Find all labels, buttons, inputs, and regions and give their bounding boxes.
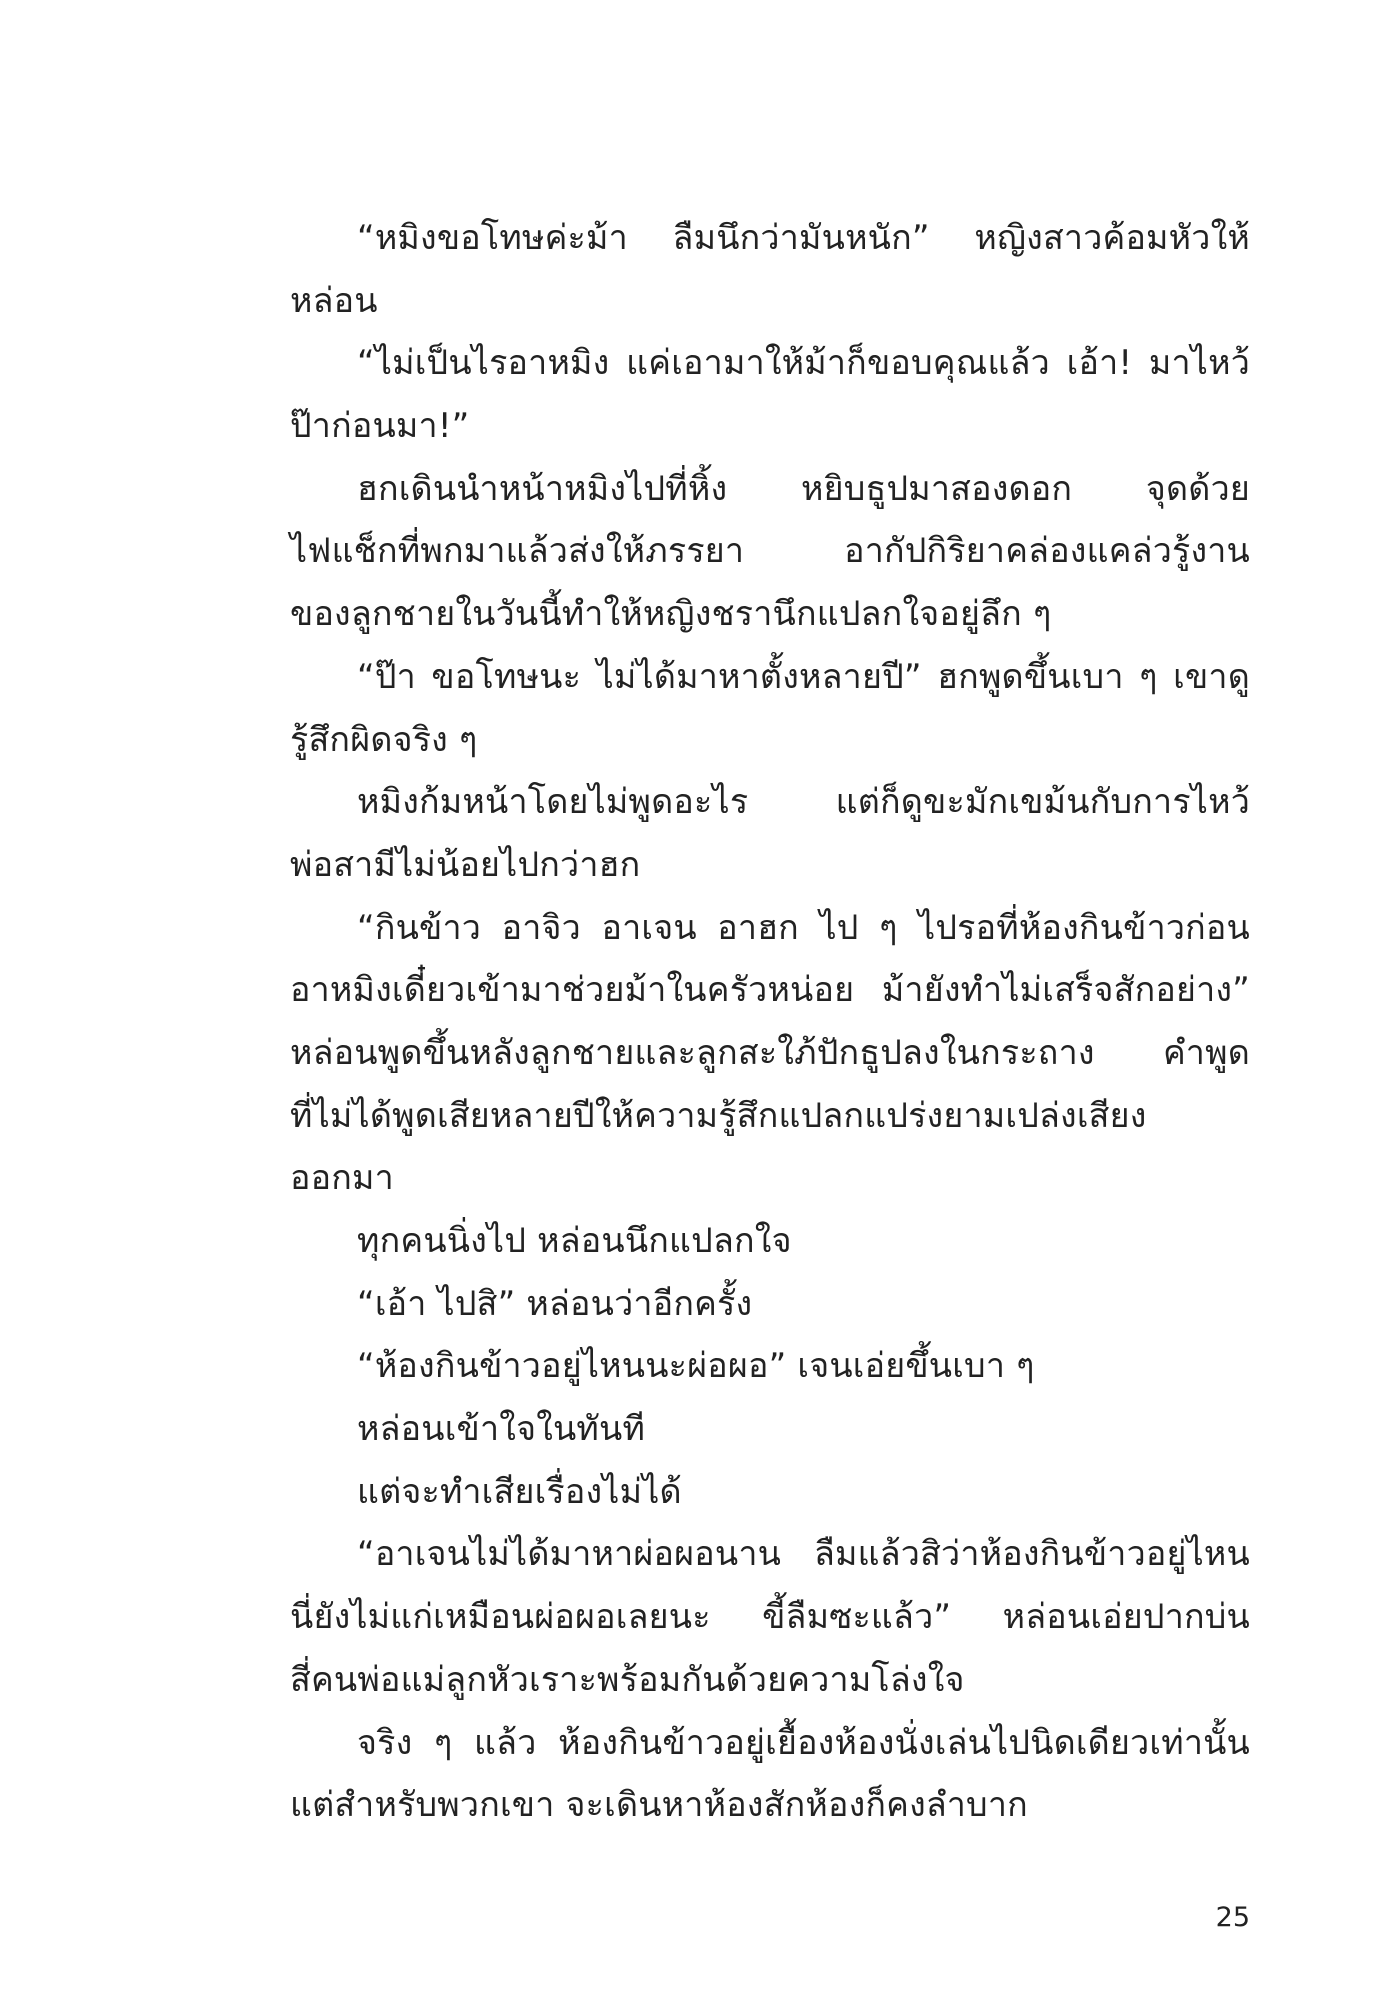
text-line: ทุกคนนิ่งไป หล่อนนึกแปลกใจ xyxy=(357,1221,792,1261)
text-line: หมิงก้มหน้าโดยไม่พูดอะไร แต่ก็ดูขะมักเขม้นกับการไหว้ xyxy=(357,782,1250,823)
text-line: แต่สำหรับพวกเขา จะเดินหาห้องสักห้องก็คงลำบาก xyxy=(290,1785,1028,1826)
text-line: ป๊าก่อนมา!” xyxy=(290,406,470,447)
text-line: ออกมา xyxy=(290,1158,394,1199)
text-line: อาหมิงเดี๋ยวเข้ามาช่วยม้าในครัวหน่อย ม้ายังทำไม่เสร็จสักอย่าง” xyxy=(290,970,1250,1011)
text-line: “ไม่เป็นไรอาหมิง แค่เอามาให้ม้าก็ขอบคุณแล้ว เอ้า! มาไหว้ xyxy=(357,343,1250,384)
text-line: แต่จะทำเสียเรื่องไม่ได้ xyxy=(357,1471,682,1512)
text-line: “ห้องกินข้าวอยู่ไหนนะผ่อผอ” เจนเอ่ยขึ้นเบา ๆ xyxy=(357,1346,1035,1387)
text-line: ของลูกชายในวันนี้ทำให้หญิงชรานึกแปลกใจอยู่ลึก ๆ xyxy=(290,594,1052,635)
text-line: “อาเจนไม่ได้มาหาผ่อผอนาน ลืมแล้วสิว่าห้องกินข้าวอยู่ไหน xyxy=(357,1534,1250,1575)
text-line: “เอ้า ไปสิ” หล่อนว่าอีกครั้ง xyxy=(357,1283,753,1324)
body-text xyxy=(290,207,1250,1837)
text-line: รู้สึกผิดจริง ๆ xyxy=(290,719,478,760)
text-line: ไฟแช็กที่พกมาแล้วส่งให้ภรรยา อากัปกิริยาคล่องแคล่วรู้งาน xyxy=(290,531,1250,572)
text-line: ฮกเดินนำหน้าหมิงไปที่หิ้ง หยิบธูปมาสองดอก จุดด้วย xyxy=(357,468,1250,509)
text-line: หล่อนพูดขึ้นหลังลูกชายและลูกสะใภ้ปักธูปลงในกระถาง คำพูด xyxy=(290,1032,1250,1073)
text-line: นี่ยังไม่แก่เหมือนผ่อผอเลยนะ ขี้ลืมซะแล้ว” หล่อนเอ่ยปากบ่น xyxy=(290,1597,1250,1638)
text-line: หล่อนเข้าใจในทันที xyxy=(357,1409,646,1450)
text-line: “ป๊า ขอโทษนะ ไม่ได้มาหาตั้งหลายปี” ฮกพูดขึ้นเบา ๆ เขาดู xyxy=(357,656,1250,697)
text-line: จริง ๆ แล้ว ห้องกินข้าวอยู่เยื้องห้องนั่งเล่นไปนิดเดียวเท่านั้น xyxy=(357,1722,1250,1763)
text-line: พ่อสามีไม่น้อยไปกว่าฮก xyxy=(290,844,641,885)
text-line: หล่อน xyxy=(290,280,378,321)
text-line: “กินข้าว อาจิว อาเจน อาฮก ไป ๆ ไปรอที่ห้องกินข้าวก่อน xyxy=(357,907,1250,948)
text-line: “หมิงขอโทษค่ะม้า ลืมนึกว่ามันหนัก” หญิงสาวค้อมหัวให้ xyxy=(357,218,1250,258)
page-number: 25 xyxy=(1215,1902,1250,1933)
text-line: สี่คนพ่อแม่ลูกหัวเราะพร้อมกันด้วยความโล่งใจ xyxy=(290,1659,965,1700)
text-line: ที่ไม่ได้พูดเสียหลายปีให้ความรู้สึกแปลกแปร่งยามเปล่งเสียง xyxy=(290,1095,1147,1136)
